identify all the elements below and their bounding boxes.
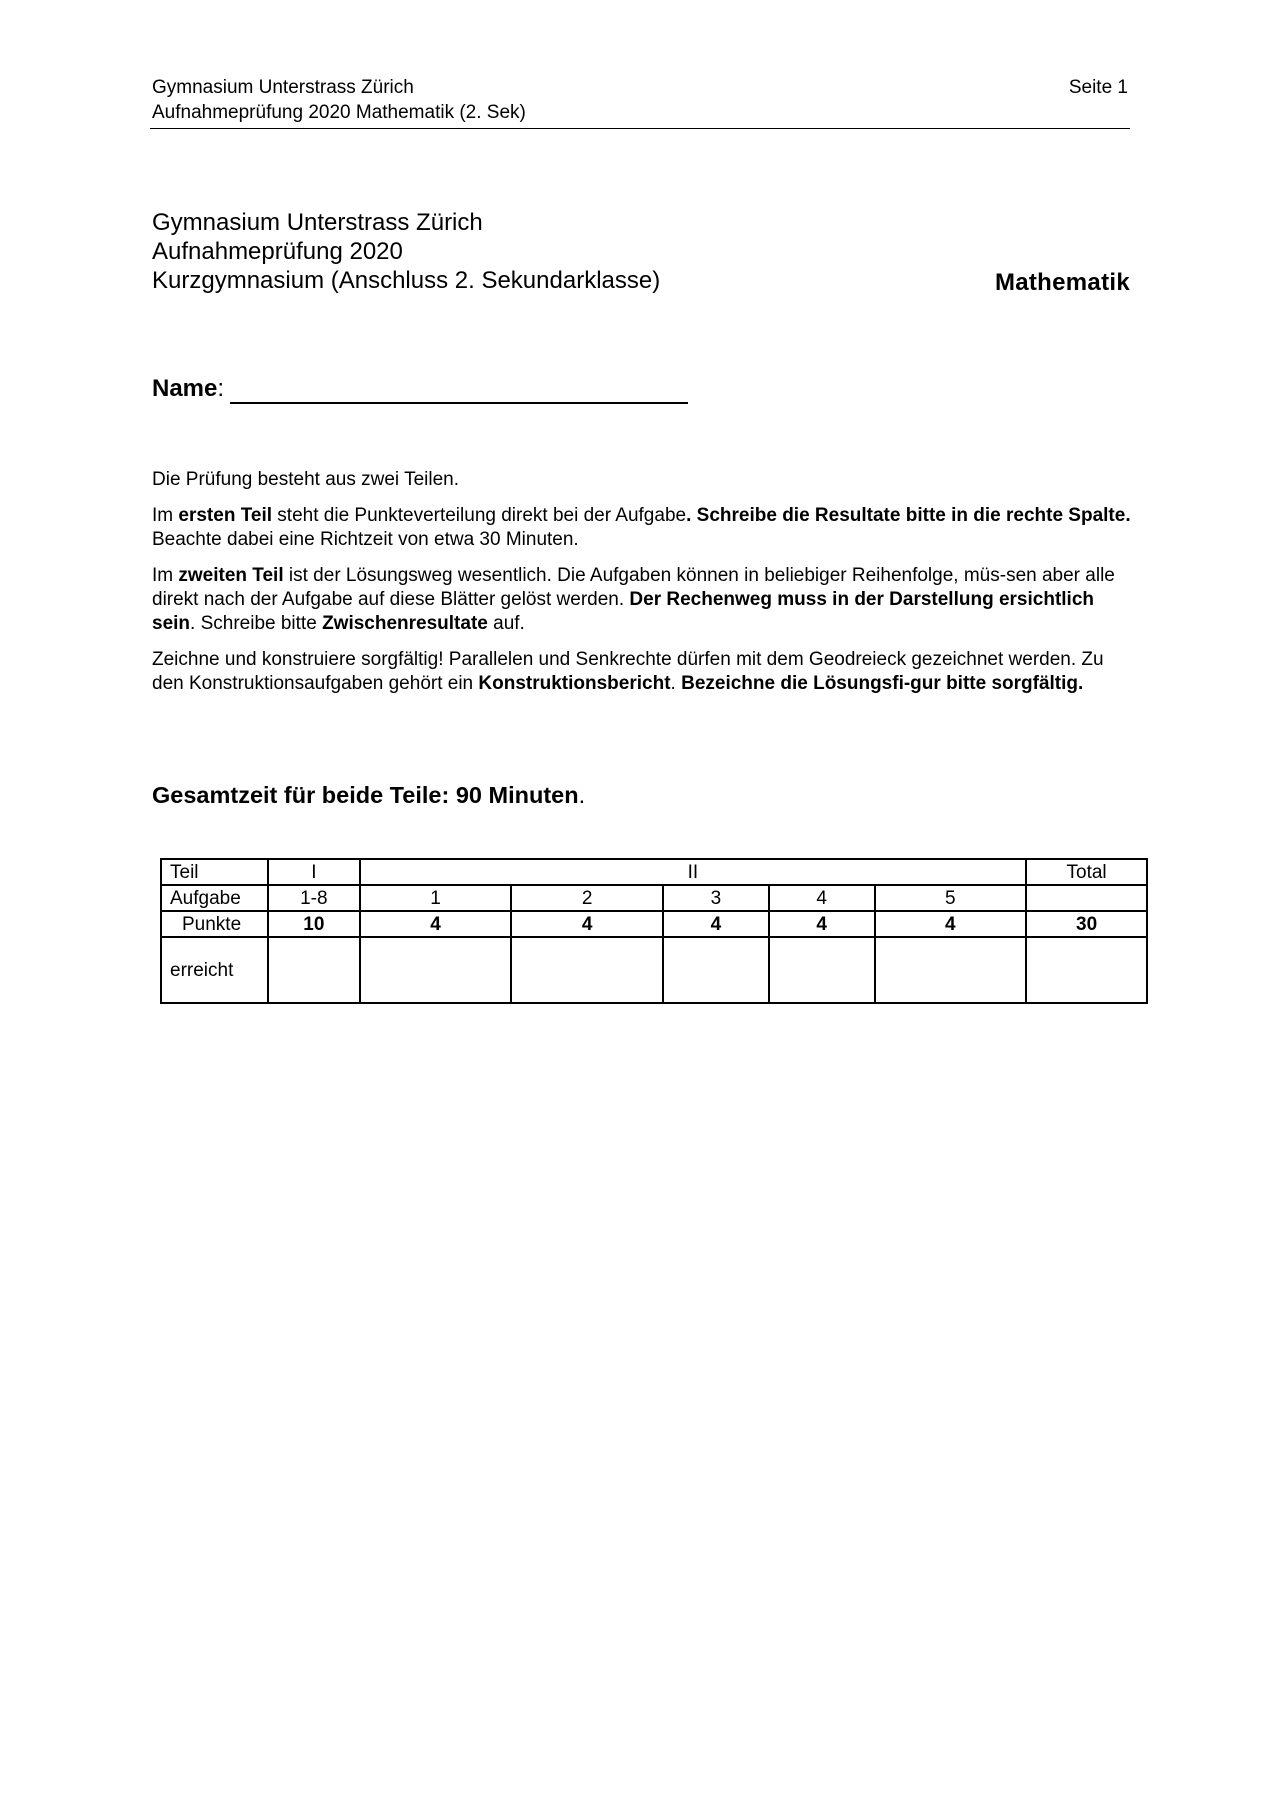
total-time: Gesamtzeit für beide Teile: 90 Minuten.: [152, 782, 586, 808]
table-cell: 1-8: [268, 885, 360, 911]
table-cell: erreicht: [161, 937, 268, 1003]
table-cell: Punkte: [161, 911, 268, 937]
table-cell: 3: [663, 885, 769, 911]
table-cell: 4: [769, 911, 875, 937]
table-cell: 30: [1026, 911, 1147, 937]
table-cell: 4: [360, 911, 512, 937]
table-cell: 5: [875, 885, 1027, 911]
score-cell[interactable]: [875, 937, 1027, 1003]
table-cell: 4: [769, 885, 875, 911]
title-program: Kurzgymnasium (Anschluss 2. Sekundarklasse): [152, 267, 661, 294]
score-cell[interactable]: [268, 937, 360, 1003]
instruction-paragraph: Im ersten Teil steht die Punkteverteilung direkt bei der Aufgabe. Schreibe die Resultate bitte in die rechte Spalte. Beachte dabei eine Richtzeit von etwa 30 Minuten.: [152, 505, 1131, 550]
header-exam: Aufnahmeprüfung 2020 Mathematik (2. Sek): [152, 102, 526, 123]
title-school: Gymnasium Unterstrass Zürich: [152, 209, 483, 236]
header-page-number: Seite 1: [1068, 77, 1128, 98]
subject-title: Mathematik: [994, 269, 1130, 296]
table-cell: 10: [268, 911, 360, 937]
table-row-aufgabe: [161, 885, 1147, 911]
score-cell[interactable]: [663, 937, 769, 1003]
table-row-teil: [161, 859, 1147, 885]
table-cell: Teil: [161, 859, 268, 885]
table-cell: 2: [511, 885, 663, 911]
table-row-erreicht: [161, 937, 1147, 1003]
table-cell: 1: [360, 885, 512, 911]
name-field: [152, 374, 688, 404]
running-header: [150, 76, 1130, 129]
name-label: Name: [152, 375, 218, 402]
score-cell[interactable]: [360, 937, 512, 1003]
instruction-paragraph: Im zweiten Teil ist der Lösungsweg wesentlich. Die Aufgaben können in beliebiger Reihenfolge, müs-sen aber alle direkt nach der Aufgabe auf diese Blätter gelöst werden. Der Rechenweg muss in der Darstellung ersichtlich sein. Schreibe bitte Zwischenresultate auf.: [152, 565, 1115, 634]
instruction-paragraph: Die Prüfung besteht aus zwei Teilen.: [152, 469, 459, 490]
instructions: [152, 468, 1137, 708]
table-cell: I: [268, 859, 360, 885]
table-cell: 4: [511, 911, 663, 937]
instruction-paragraph: Zeichne und konstruiere sorgfältig! Parallelen und Senkrechte dürfen mit dem Geodreieck gezeichnet werden. Zu den Konstruktionsaufgaben gehört ein Konstruktionsbericht. Bezeichne die Lösungsfi-gur bitte sorgfältig.: [152, 649, 1104, 694]
table-cell: Aufgabe: [161, 885, 268, 911]
table-cell: II: [360, 859, 1026, 885]
header-school: Gymnasium Unterstrass Zürich: [152, 77, 414, 98]
points-table: [160, 858, 1148, 1004]
name-blank-line[interactable]: [230, 378, 688, 404]
title-exam: Aufnahmeprüfung 2020: [152, 238, 403, 265]
score-cell[interactable]: [1026, 937, 1147, 1003]
table-cell: 4: [875, 911, 1027, 937]
table-cell: 4: [663, 911, 769, 937]
title-block: [152, 208, 1130, 295]
table-cell: Total: [1026, 859, 1147, 885]
table-row-punkte: [161, 911, 1147, 937]
score-cell[interactable]: [769, 937, 875, 1003]
table-cell: [1026, 885, 1147, 911]
score-cell[interactable]: [511, 937, 663, 1003]
name-colon: :: [217, 375, 225, 402]
